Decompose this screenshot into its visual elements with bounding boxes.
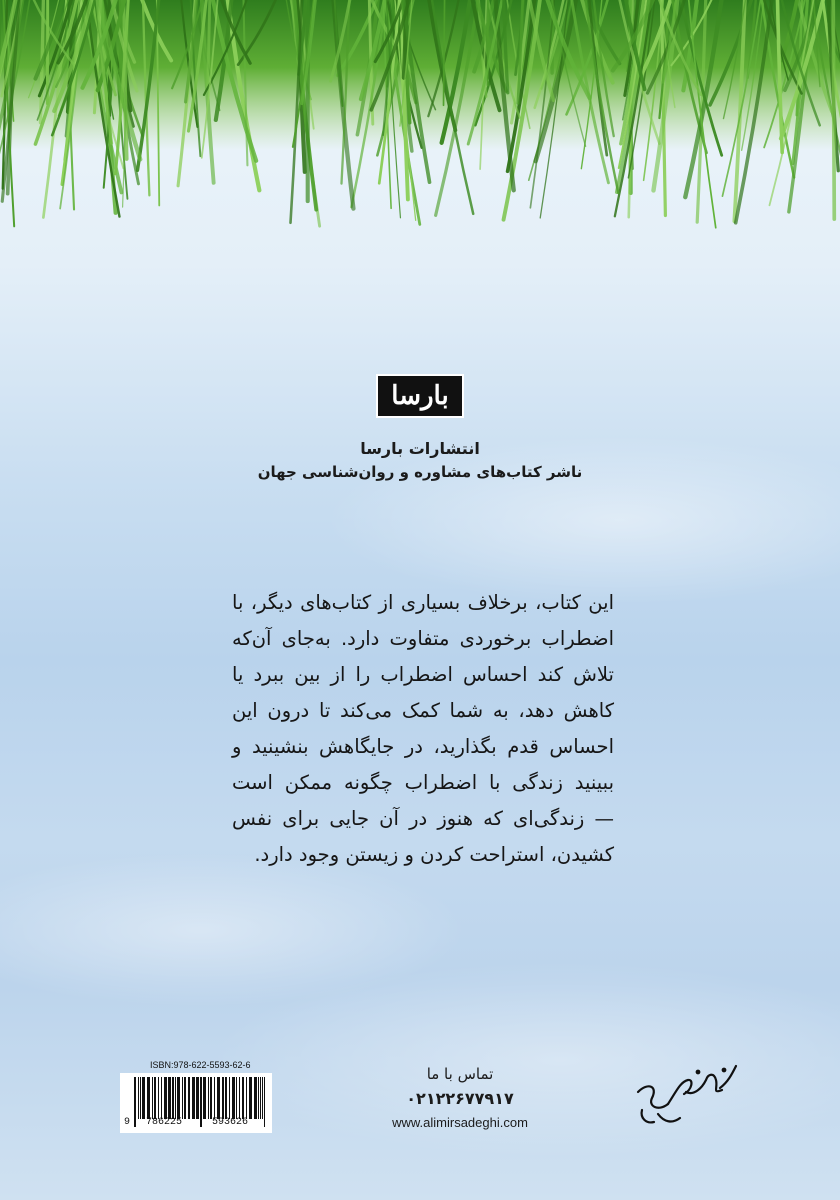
blurb-line: اضطراب برخوردی متفاوت دارد. به‌جای آن‌که — [232, 627, 614, 650]
publisher-logo — [376, 374, 464, 418]
barcode-digit-first: 9 — [124, 1117, 131, 1128]
logo-text: بارسا — [391, 381, 449, 411]
grass-illustration — [0, 0, 840, 300]
barcode — [120, 1073, 272, 1133]
publisher-info — [0, 438, 840, 484]
blurb-line: این کتاب، برخلاف بسیاری از کتاب‌های دیگر، با — [232, 591, 614, 614]
blurb-line: احساس قدم بگذارید، در جایگاهش بنشینید و — [232, 735, 614, 758]
contact-label: تماس با ما — [426, 1065, 494, 1083]
blurb-line: تلاش کند احساس اضطراب را از بین ببرد یا — [232, 663, 614, 686]
blurb-line: کاهش دهد، به شما کمک می‌کند تا درون این — [232, 699, 614, 722]
back-cover-blurb — [232, 585, 614, 873]
contact-phone: ۰۲۱۲۲۶۷۷۹۱۷ — [406, 1089, 514, 1108]
barcode-digits-left: 786225 — [146, 1117, 183, 1128]
barcode-bars — [120, 1073, 272, 1133]
blurb-line: — زندگی‌ای که هنوز در آن جایی برای نفس — [232, 807, 614, 830]
contact-info — [360, 1062, 560, 1134]
barcode-digits-right: 593626 — [212, 1117, 249, 1128]
publisher-name: انتشارات بارسا — [360, 439, 480, 458]
publisher-tagline: ناشر کتاب‌های مشاوره و روان‌شناسی جهان — [257, 463, 583, 481]
contact-website: www.alimirsadeghi.com — [392, 1115, 528, 1130]
author-signature — [628, 1052, 748, 1132]
blurb-line: کشیدن، استراحت کردن و زیستن وجود دارد. — [254, 843, 614, 866]
blurb-line: ببینید زندگی با اضطراب چگونه ممکن است — [232, 771, 614, 794]
isbn-label: ISBN:978-622-5593-62-6 — [150, 1060, 251, 1070]
